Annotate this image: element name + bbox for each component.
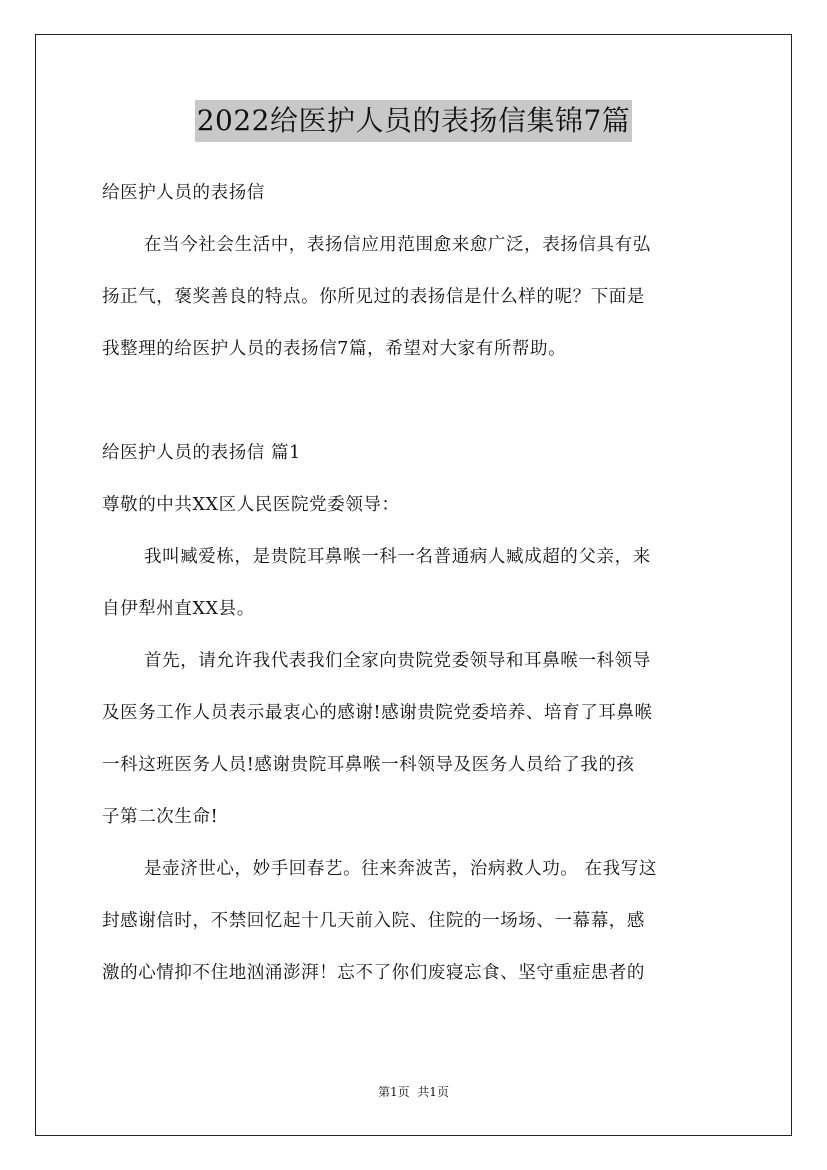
paragraph-line: 自伊犁州直XX县。	[102, 599, 255, 619]
paragraph-line: 我整理的给医护人员的表扬信7篇，希望对大家有所帮助。	[102, 339, 567, 359]
title-container	[0, 100, 827, 142]
paragraph-line: 扬正气，褒奖善良的特点。你所见过的表扬信是什么样的呢？下面是	[102, 287, 645, 307]
section-heading-part1: 给医护人员的表扬信 篇1	[102, 443, 301, 463]
paragraph-line: 在当今社会生活中，表扬信应用范围愈来愈广泛，表扬信具有弘	[144, 235, 651, 255]
paragraph-line: 我叫臧爱栋，是贵院耳鼻喉一科一名普通病人臧成超的父亲，来	[144, 547, 651, 567]
paragraph-line: 子第二次生命!	[102, 807, 219, 827]
page-footer: 第1页 共1页	[378, 1085, 449, 1099]
paragraph-line: 激的心情抑不住地汹涌澎湃！忘不了你们废寝忘食、坚守重症患者的	[102, 963, 645, 983]
paragraph-line: 首先，请允许我代表我们全家向贵院党委领导和耳鼻喉一科领导	[144, 651, 651, 671]
section-heading-intro: 给医护人员的表扬信	[102, 183, 265, 203]
document-title: 2022给医护人员的表扬信集锦7篇	[195, 100, 633, 142]
paragraph-line: 封感谢信时，不禁回忆起十几天前入院、住院的一场场、一幕幕，感	[102, 911, 645, 931]
paragraph-line: 一科这班医务人员!感谢贵院耳鼻喉一科领导及医务人员给了我的孩	[102, 755, 635, 775]
paragraph-line: 及医务工作人员表示最衷心的感谢!感谢贵院党委培养、培育了耳鼻喉	[102, 703, 653, 723]
document-body	[102, 170, 728, 1002]
paragraph-line: 是壶济世心，妙手回春艺。往来奔波苦，治病救人功。 在我写这	[144, 859, 657, 879]
salutation-line: 尊敬的中共XX区人民医院党委领导：	[102, 495, 400, 515]
blank-line	[102, 378, 728, 430]
